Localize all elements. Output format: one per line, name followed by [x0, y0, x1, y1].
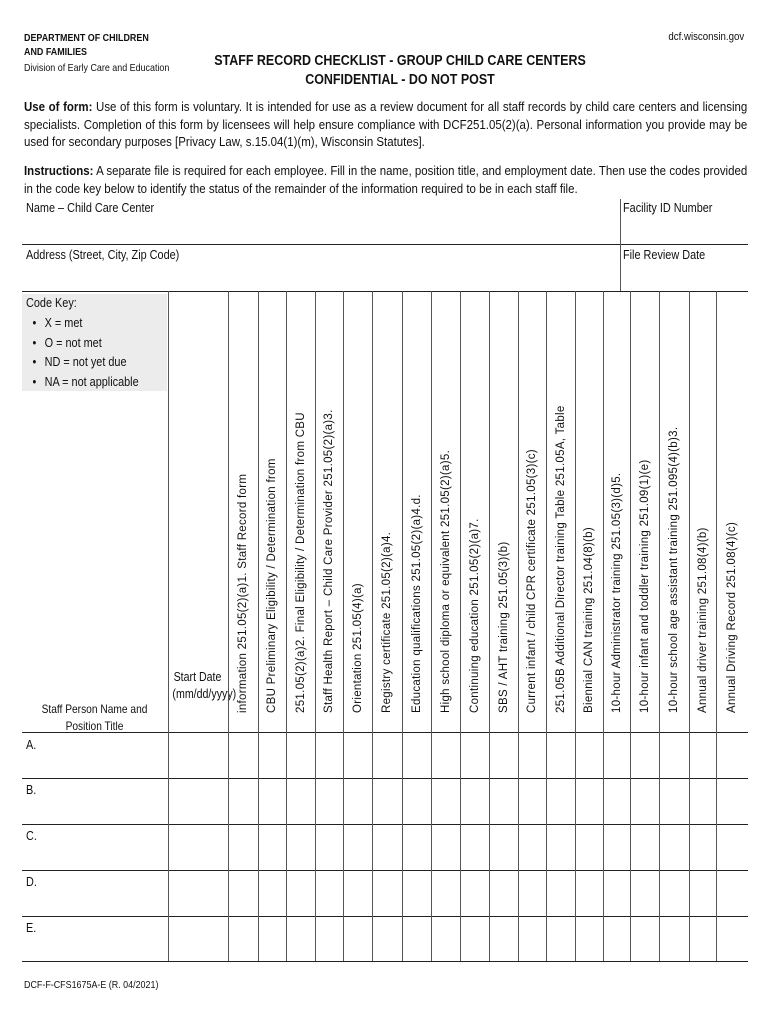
column-header: 251.05B Additional Director training Table 251.05A, Table — [554, 405, 567, 713]
status-cell[interactable] — [660, 825, 688, 869]
status-cell[interactable] — [287, 871, 314, 915]
status-cell[interactable] — [287, 733, 314, 777]
status-cell[interactable] — [316, 779, 342, 823]
column-header: Current infant / child CPR certificate 251.05(3)(c) — [526, 449, 538, 713]
start-date-header: Start Date (mm/dd/yyyy) — [172, 670, 237, 701]
status-cell[interactable] — [229, 779, 257, 823]
center-name-field[interactable] — [26, 217, 616, 241]
code-key-item: • NA = not applicable — [32, 374, 139, 389]
code-key — [22, 294, 167, 391]
status-cell[interactable] — [717, 825, 747, 869]
row-label: B. — [26, 783, 37, 797]
status-cell[interactable] — [259, 779, 285, 823]
status-cell[interactable] — [631, 733, 658, 777]
status-cell[interactable] — [519, 917, 545, 960]
status-cell[interactable] — [373, 825, 401, 869]
status-cell[interactable] — [373, 733, 401, 777]
start-date-cell[interactable] — [169, 825, 227, 869]
status-cell[interactable] — [631, 779, 658, 823]
address-label: Address (Street, City, Zip Code) — [26, 248, 180, 262]
status-cell[interactable] — [576, 779, 602, 823]
status-cell[interactable] — [344, 779, 371, 823]
status-cell[interactable] — [660, 917, 688, 960]
status-cell[interactable] — [631, 825, 658, 869]
status-cell[interactable] — [660, 871, 688, 915]
status-cell[interactable] — [316, 825, 342, 869]
column-header: Education qualifications 251.05(2)(a)4.d. — [410, 494, 423, 713]
status-cell[interactable] — [432, 825, 459, 869]
status-cell[interactable] — [259, 733, 285, 777]
status-cell[interactable] — [432, 917, 459, 960]
status-cell[interactable] — [229, 825, 257, 869]
column-header: Registry certificate 251.05(2)(a)4. — [381, 531, 393, 713]
code-key-item: • X = met — [32, 316, 83, 330]
column-header: Staff Health Report – Child Care Provider 251.05(2)(a)3. — [323, 409, 335, 713]
status-cell[interactable] — [631, 917, 658, 960]
column-header: information 251.05(2)(a)1. Staff Record form — [237, 473, 249, 713]
center-name-label: Name – Child Care Center — [26, 201, 155, 215]
status-cell[interactable] — [432, 871, 459, 915]
status-cell[interactable] — [604, 871, 629, 915]
code-key-heading: Code Key: — [26, 296, 77, 310]
status-cell[interactable] — [432, 779, 459, 823]
column-header: Annual Driving Record 251.08(4)(c) — [726, 521, 738, 713]
title-line-1: STAFF RECORD CHECKLIST - GROUP CHILD CARE CENTERS — [214, 53, 586, 69]
status-cell[interactable] — [316, 871, 342, 915]
column-header: Biennial CAN training 251.04(8)(b) — [583, 527, 595, 713]
instructions-paragraph — [24, 162, 747, 197]
facility-id-field[interactable] — [624, 217, 744, 241]
column-header: CBU Preliminary Eligibility / Determination from — [266, 458, 278, 713]
staff-name-cell[interactable] — [23, 825, 167, 869]
start-date-cell[interactable] — [169, 871, 227, 915]
status-cell[interactable] — [287, 917, 314, 960]
status-cell[interactable] — [490, 917, 517, 960]
status-cell[interactable] — [519, 825, 545, 869]
status-cell[interactable] — [316, 917, 342, 960]
status-cell[interactable] — [547, 825, 574, 869]
status-cell[interactable] — [259, 871, 285, 915]
row-label: E. — [26, 921, 37, 935]
status-cell[interactable] — [490, 825, 517, 869]
column-header: 10-hour school age assistant training 251.095(4)(b)3. — [668, 426, 680, 713]
department-name: DEPARTMENT OF CHILDREN AND FAMILIES — [24, 32, 149, 58]
status-cell[interactable] — [229, 917, 257, 960]
status-cell[interactable] — [519, 779, 545, 823]
status-cell[interactable] — [229, 733, 257, 777]
review-date-field[interactable] — [624, 264, 744, 288]
status-cell[interactable] — [344, 871, 371, 915]
status-cell[interactable] — [373, 871, 401, 915]
status-cell[interactable] — [547, 733, 574, 777]
status-cell[interactable] — [344, 733, 371, 777]
staff-name-cell[interactable] — [23, 779, 167, 823]
status-cell[interactable] — [403, 779, 430, 823]
column-header: Continuing education 251.05(2)(a)7. — [468, 518, 481, 713]
title-line-2: CONFIDENTIAL - DO NOT POST — [305, 72, 495, 88]
column-header: Annual driver training 251.08(4)(b) — [696, 527, 709, 713]
status-cell[interactable] — [373, 779, 401, 823]
row-label: D. — [26, 875, 37, 889]
form-number: DCF-F-CFS1675A-E (R. 04/2021) — [24, 979, 159, 991]
status-cell[interactable] — [403, 871, 430, 915]
status-cell[interactable] — [229, 871, 257, 915]
status-cell[interactable] — [403, 917, 430, 960]
status-cell[interactable] — [403, 733, 430, 777]
column-header: 251.05(2)(a)2. Final Eligibility / Determination from CBU — [294, 412, 307, 713]
staff-name-header: Staff Person Name and Position Title — [41, 702, 148, 733]
start-date-cell[interactable] — [169, 779, 227, 823]
status-cell[interactable] — [604, 733, 629, 777]
column-header: 10-hour infant and toddler training 251.09(1)(e) — [638, 459, 651, 713]
form-title — [170, 52, 630, 90]
status-cell[interactable] — [403, 825, 430, 869]
status-cell[interactable] — [461, 871, 488, 915]
staff-record-form — [22, 199, 748, 961]
column-header: High school diploma or equivalent 251.05(2)(a)5. — [439, 449, 452, 713]
status-cell[interactable] — [547, 917, 574, 960]
status-cell[interactable] — [490, 871, 517, 915]
status-cell[interactable] — [604, 917, 629, 960]
status-cell[interactable] — [344, 917, 371, 960]
status-cell[interactable] — [344, 825, 371, 869]
status-cell[interactable] — [690, 733, 715, 777]
status-cell[interactable] — [547, 871, 574, 915]
status-cell[interactable] — [690, 871, 715, 915]
status-cell[interactable] — [519, 871, 545, 915]
status-cell[interactable] — [373, 917, 401, 960]
status-cell[interactable] — [576, 825, 602, 869]
status-cell[interactable] — [547, 779, 574, 823]
field-divider — [620, 199, 621, 291]
facility-id-label: Facility ID Number — [623, 201, 713, 215]
status-cell[interactable] — [461, 733, 488, 777]
use-of-form-label: Use of form: — [24, 99, 93, 114]
status-cell[interactable] — [259, 917, 285, 960]
column-header: SBS / AHT training 251.05(3)(b) — [497, 541, 510, 713]
status-cell[interactable] — [490, 733, 517, 777]
row-label: C. — [26, 829, 37, 843]
status-cell[interactable] — [604, 779, 629, 823]
row-label: A. — [26, 738, 37, 752]
status-cell[interactable] — [690, 825, 715, 869]
division-name: Division of Early Care and Education — [24, 62, 170, 74]
review-date-label: File Review Date — [623, 248, 706, 262]
status-cell[interactable] — [660, 733, 688, 777]
status-cell[interactable] — [576, 733, 602, 777]
status-cell[interactable] — [461, 779, 488, 823]
field-divider — [22, 244, 748, 245]
start-date-cell[interactable] — [169, 733, 227, 777]
status-cell[interactable] — [690, 917, 715, 960]
use-of-form-paragraph — [24, 98, 747, 151]
code-key-item: • ND = not yet due — [32, 355, 127, 369]
staff-name-cell[interactable] — [23, 917, 167, 960]
status-cell[interactable] — [576, 917, 602, 960]
row-divider — [22, 961, 748, 962]
status-cell[interactable] — [519, 733, 545, 777]
status-cell[interactable] — [660, 779, 688, 823]
use-of-form-text: Use of this form is voluntary. It is intended for use as a review document for all staff records by child care centers and licensing specialists. Completion of this form by licensees will help ensure compliance with DCF251.05(2)(a). Personal information you provide may be used for secondary purposes [Privacy Law, s.15.04(1)(m), Wisconsin Statutes]. — [24, 99, 748, 149]
status-cell[interactable] — [287, 825, 314, 869]
status-cell[interactable] — [490, 779, 517, 823]
status-cell[interactable] — [717, 871, 747, 915]
status-cell[interactable] — [576, 871, 602, 915]
address-field[interactable] — [26, 264, 616, 288]
code-key-item: • O = not met — [32, 335, 102, 350]
staff-name-cell[interactable] — [23, 733, 167, 777]
status-cell[interactable] — [631, 871, 658, 915]
status-cell[interactable] — [461, 825, 488, 869]
status-cell[interactable] — [717, 779, 747, 823]
staff-name-cell[interactable] — [23, 871, 167, 915]
status-cell[interactable] — [717, 917, 747, 960]
website-link[interactable]: dcf.wisconsin.gov — [668, 31, 744, 43]
instructions-text: A separate file is required for each employee. Fill in the name, position title, and employment date. Then use the codes provided in the code key below to identify the status of the remainder of the information required to be in each staff file. — [24, 163, 748, 196]
status-cell[interactable] — [690, 779, 715, 823]
status-cell[interactable] — [259, 825, 285, 869]
status-cell[interactable] — [604, 825, 629, 869]
instructions-label: Instructions: — [24, 163, 94, 178]
status-cell[interactable] — [316, 733, 342, 777]
status-cell[interactable] — [287, 779, 314, 823]
start-date-cell[interactable] — [169, 917, 227, 960]
status-cell[interactable] — [717, 733, 747, 777]
status-cell[interactable] — [432, 733, 459, 777]
column-header: Orientation 251.05(4)(a) — [351, 583, 364, 713]
column-header: 10-hour Administrator training 251.05(3)(d)5. — [610, 472, 623, 713]
status-cell[interactable] — [461, 917, 488, 960]
